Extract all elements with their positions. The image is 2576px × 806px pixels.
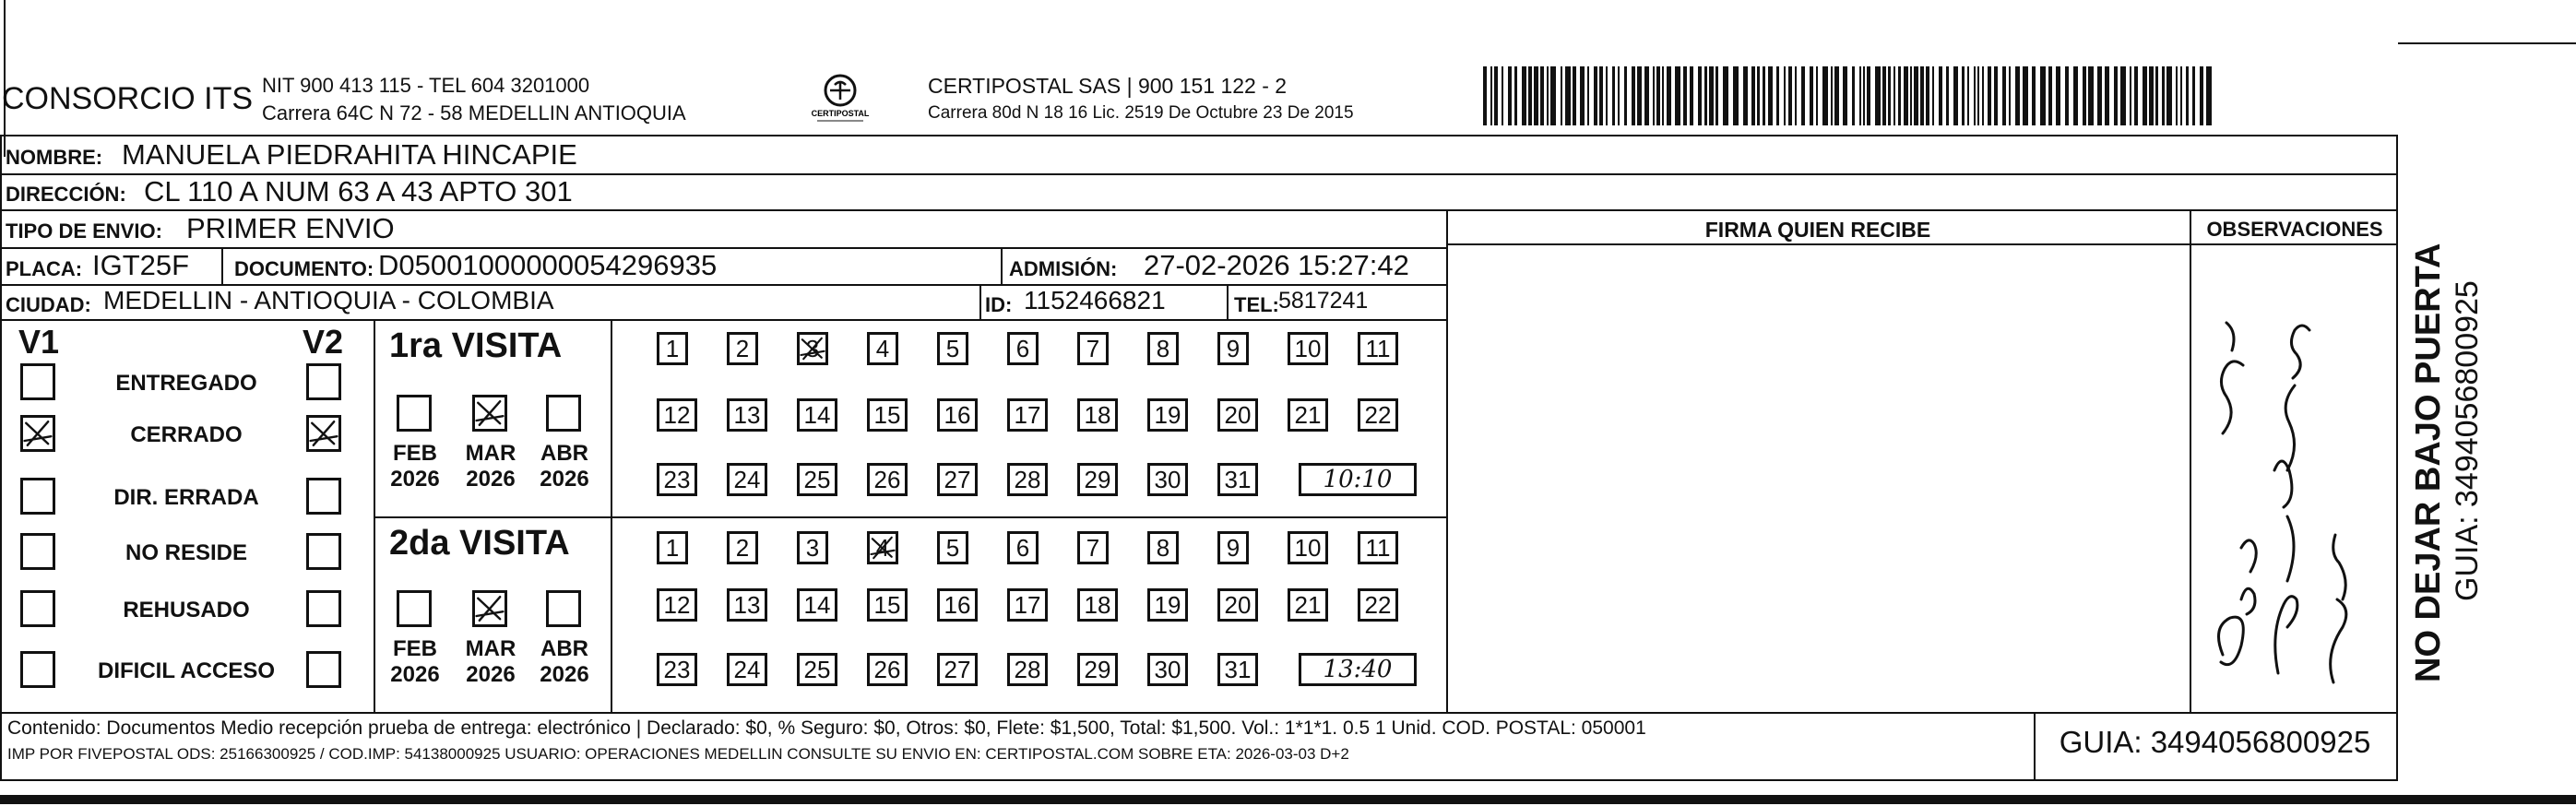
- v2-checkbox[interactable]: [306, 363, 341, 400]
- v1-checkbox[interactable]: [20, 651, 55, 688]
- barcode-bar: [1618, 66, 1620, 125]
- rule-admision-split: [1001, 247, 1003, 284]
- month-name: FEB: [393, 636, 437, 661]
- barcode-bar: [2048, 66, 2052, 125]
- month-year: 2026: [540, 467, 589, 492]
- month-checkbox[interactable]: [397, 395, 432, 432]
- company-nit: NIT 900 413 115 - TEL 604 3201000: [262, 74, 590, 97]
- barcode-bar: [1698, 66, 1702, 125]
- barcode-bar: [1606, 66, 1608, 125]
- day-box[interactable]: 12: [657, 398, 697, 432]
- barcode-bar: [1494, 66, 1498, 125]
- v1-checkbox[interactable]: [20, 363, 55, 400]
- admision-label: ADMISIÓN:: [1009, 257, 1118, 280]
- tel-value: 5817241: [1278, 288, 1369, 314]
- barcode-bar: [1994, 66, 1998, 125]
- barcode-bar: [1612, 66, 1615, 125]
- rule-tel-split: [1227, 284, 1229, 319]
- month-label: [387, 636, 443, 688]
- footer-guia: GUIA: 3494056800925: [2059, 725, 2371, 759]
- day-box[interactable]: 26: [867, 463, 908, 496]
- barcode-bar: [1953, 66, 1958, 125]
- month-checkbox[interactable]: [472, 590, 507, 627]
- bottom-rule: [0, 795, 2576, 804]
- day-box[interactable]: 13: [727, 398, 767, 432]
- day-box[interactable]: 23: [657, 653, 697, 686]
- footer-imp: IMP POR FIVEPOSTAL ODS: 25166300925 / COD.IMP: 54138000925 USUARIO: OPERACIONES MEDELLIN CONSULTE SU ENVIO EN: CERTIPOSTAL.COM SOBRE ETA: 2026-03-03 D+2: [7, 745, 1349, 763]
- barcode-bar: [2155, 66, 2158, 125]
- barcode-bar: [2130, 66, 2131, 125]
- barcode-bar: [2083, 66, 2086, 125]
- day-box[interactable]: 16: [937, 398, 978, 432]
- check-mark-icon: [23, 418, 53, 449]
- barcode-bar: [1723, 66, 1728, 125]
- barcode-bar: [1946, 66, 1949, 125]
- barcode-bar: [1565, 66, 1571, 125]
- barcode-bar: [2065, 66, 2069, 125]
- barcode-bar: [2192, 66, 2195, 125]
- barcode-bar: [2073, 66, 2078, 125]
- barcode-bar: [2015, 66, 2020, 125]
- side-guia-text: GUIA: 3494056800925: [2450, 280, 2485, 601]
- status-label: NO RESIDE: [125, 540, 248, 565]
- barcode-bar: [1690, 66, 1693, 125]
- courier-address: Carrera 80d N 18 16 Lic. 2519 De Octubre 23 De 2015: [928, 103, 1354, 123]
- barcode-bar: [1709, 66, 1714, 125]
- barcode-bar: [1904, 66, 1908, 125]
- v1-label: V1: [18, 323, 60, 361]
- status-label: REHUSADO: [123, 598, 250, 622]
- visit1-title: 1ra VISITA: [389, 326, 563, 365]
- barcode-bar: [1632, 66, 1635, 125]
- id-value: 1152466821: [1024, 286, 1166, 314]
- day-box[interactable]: 29: [1077, 653, 1118, 686]
- status-label: DIFICIL ACCESO: [97, 658, 275, 683]
- barcode-bar: [1920, 66, 1924, 125]
- v2-checkbox[interactable]: [306, 590, 341, 627]
- barcode-bar: [2180, 66, 2182, 125]
- month-year: 2026: [466, 662, 516, 687]
- barcode-bar: [1514, 66, 1517, 125]
- direccion-value: CL 110 A NUM 63 A 43 APTO 301: [144, 175, 573, 207]
- barcode-bar: [1757, 66, 1760, 125]
- month-label: [463, 636, 518, 688]
- footer-content: Contenido: Documentos Medio recepción prueba de entrega: electrónico | Declarado: $0, % Seguro: $0, Otros: $0, Flete: $1,500, Total: $1,500. Vol.: 1*1*1. 0.5 1 Unid. COD. POSTAL: 050001: [7, 717, 1646, 739]
- v2-checkbox[interactable]: [306, 478, 341, 515]
- barcode-bar: [1962, 66, 1965, 125]
- v1-checkbox[interactable]: [20, 590, 55, 627]
- month-year: 2026: [390, 662, 440, 687]
- day-box[interactable]: 8: [1147, 332, 1179, 365]
- day-box[interactable]: 14: [797, 398, 837, 432]
- day-box[interactable]: 21: [1288, 398, 1328, 432]
- barcode-bar: [1656, 66, 1660, 125]
- month-year: 2026: [390, 467, 440, 492]
- barcode-bar: [1974, 66, 1976, 125]
- day-box[interactable]: 6: [1007, 332, 1039, 365]
- day-box[interactable]: 23: [657, 463, 697, 496]
- barcode-bar: [1550, 66, 1556, 125]
- company-name: CONSORCIO ITS: [2, 81, 254, 116]
- rule-status-right: [374, 319, 375, 713]
- v2-checkbox[interactable]: [306, 651, 341, 688]
- day-box[interactable]: 4: [867, 531, 898, 564]
- barcode-bar: [2200, 66, 2203, 125]
- placa-value: IGT25F: [92, 249, 190, 281]
- barcode-bar: [1898, 66, 1901, 125]
- day-box[interactable]: 22: [1358, 398, 1398, 432]
- id-label: ID:: [985, 293, 1013, 316]
- day-box[interactable]: 25: [797, 463, 837, 496]
- barcode-bar: [1843, 66, 1847, 125]
- month-label: [463, 441, 518, 492]
- observaciones-handwriting: [2195, 249, 2392, 710]
- v1-checkbox[interactable]: [20, 415, 55, 452]
- barcode-bar: [1810, 66, 1813, 125]
- day-box[interactable]: 14: [797, 588, 837, 622]
- barcode-bar: [1483, 66, 1487, 125]
- admision-value: 27-02-2026 15:27:42: [1144, 249, 1409, 281]
- direccion-label: DIRECCIÓN:: [6, 183, 126, 206]
- day-box[interactable]: 9: [1217, 332, 1249, 365]
- barcode-bar: [1816, 66, 1818, 125]
- status-label: DIR. ERRADA: [113, 485, 259, 510]
- barcode-bar: [1893, 66, 1895, 125]
- status-label: ENTREGADO: [115, 371, 257, 396]
- day-box[interactable]: 24: [727, 463, 767, 496]
- barcode-bar: [1875, 66, 1881, 125]
- month-year: 2026: [540, 662, 589, 687]
- day-box[interactable]: 5: [937, 531, 968, 564]
- barcode-bar: [1540, 66, 1544, 125]
- day-box[interactable]: 30: [1147, 653, 1188, 686]
- rule-placa-split: [221, 247, 223, 284]
- check-mark-icon: [800, 335, 825, 362]
- placa-label: PLACA:: [6, 257, 83, 280]
- barcode-bar: [2162, 66, 2165, 125]
- rule-months-right: [611, 319, 612, 713]
- day-box[interactable]: 20: [1217, 398, 1258, 432]
- barcode-bars: [1483, 66, 2215, 125]
- barcode-bar: [2206, 66, 2212, 125]
- tipo-label: TIPO DE ENVIO:: [6, 219, 162, 243]
- barcode-bar: [1743, 66, 1748, 125]
- day-box[interactable]: 24: [727, 653, 767, 686]
- day-box[interactable]: 27: [937, 463, 978, 496]
- barcode-bar: [2023, 66, 2028, 125]
- documento-value: D05001000000054296935: [378, 249, 718, 281]
- ciudad-label: CIUDAD:: [6, 293, 91, 316]
- day-box[interactable]: 10: [1288, 531, 1328, 564]
- barcode-bar: [1939, 66, 1942, 125]
- day-box[interactable]: 1: [657, 531, 688, 564]
- barcode-bar: [1715, 66, 1718, 125]
- v1-checkbox[interactable]: [20, 533, 55, 570]
- barcode-bar: [1982, 66, 1984, 125]
- barcode-bar: [1624, 66, 1627, 125]
- barcode-bar: [1926, 66, 1929, 125]
- day-box[interactable]: 25: [797, 653, 837, 686]
- day-box[interactable]: 11: [1358, 332, 1398, 365]
- rule-id-split: [979, 284, 981, 319]
- barcode-bar: [1852, 66, 1855, 125]
- barcode-bar: [2002, 66, 2006, 125]
- barcode-bar: [1587, 66, 1589, 125]
- day-box[interactable]: 4: [867, 332, 898, 365]
- barcode-bar: [1662, 66, 1664, 125]
- day-box[interactable]: 1: [657, 332, 688, 365]
- barcode-bar: [1528, 66, 1532, 125]
- day-box[interactable]: 11: [1358, 531, 1398, 564]
- barcode-bar: [1776, 66, 1779, 125]
- check-mark-icon: [309, 418, 338, 449]
- barcode-bar: [1859, 66, 1861, 125]
- barcode-bar: [1882, 66, 1886, 125]
- day-box[interactable]: 8: [1147, 531, 1179, 564]
- barcode-bar: [1522, 66, 1526, 125]
- day-box[interactable]: 12: [657, 588, 697, 622]
- barcode-bar: [1831, 66, 1833, 125]
- check-mark-icon: [475, 593, 505, 624]
- barcode-bar: [1977, 66, 1979, 125]
- barcode-bar: [1667, 66, 1671, 125]
- barcode-bar: [1573, 66, 1576, 125]
- day-box[interactable]: 15: [867, 398, 908, 432]
- side-guia: [2450, 214, 2487, 601]
- day-box[interactable]: 17: [1007, 588, 1048, 622]
- rule-firma-header: [1446, 243, 2398, 245]
- day-box[interactable]: 6: [1007, 531, 1039, 564]
- day-box[interactable]: 19: [1147, 398, 1188, 432]
- courier-nit: CERTIPOSTAL SAS | 900 151 122 - 2: [928, 74, 1288, 98]
- barcode-bar: [1637, 66, 1642, 125]
- check-mark-icon: [870, 534, 896, 562]
- barcode-bar: [1822, 66, 1828, 125]
- certipostal-logo-icon: [810, 70, 871, 125]
- month-name: MAR: [465, 636, 516, 661]
- month-name: MAR: [465, 441, 516, 466]
- day-box[interactable]: 2: [727, 531, 758, 564]
- barcode-bar: [1910, 66, 1912, 125]
- v2-checkbox[interactable]: [306, 533, 341, 570]
- barcode-bar: [1988, 66, 1991, 125]
- barcode-bar: [2056, 66, 2060, 125]
- barcode-bar: [1534, 66, 1538, 125]
- month-checkbox[interactable]: [397, 590, 432, 627]
- barcode-bar: [2040, 66, 2046, 125]
- barcode-bar: [1932, 66, 1934, 125]
- barcode-bar: [2097, 66, 2102, 125]
- day-box[interactable]: 18: [1077, 588, 1118, 622]
- barcode-bar: [1795, 66, 1797, 125]
- rule-right: [2396, 135, 2398, 780]
- barcode-bar: [1967, 66, 1969, 125]
- barcode-bar: [2088, 66, 2094, 125]
- month-name: ABR: [540, 441, 588, 466]
- check-mark-icon: [475, 397, 505, 429]
- ciudad-value: MEDELLIN - ANTIOQUIA - COLOMBIA: [103, 286, 554, 314]
- day-box[interactable]: 26: [867, 653, 908, 686]
- barcode-bar: [2009, 66, 2011, 125]
- day-box[interactable]: 2: [727, 332, 758, 365]
- visit2-title: 2da VISITA: [389, 524, 570, 563]
- day-box[interactable]: 31: [1217, 653, 1258, 686]
- side-warning-text: NO DEJAR BAJO PUERTA: [2409, 243, 2448, 682]
- day-box[interactable]: 19: [1147, 588, 1188, 622]
- day-box[interactable]: 17: [1007, 398, 1048, 432]
- barcode-bar: [2032, 66, 2036, 125]
- barcode-bar: [2105, 66, 2109, 125]
- month-name: ABR: [540, 636, 588, 661]
- barcode-bar: [1867, 66, 1870, 125]
- firma-label: FIRMA QUIEN RECIBE: [1704, 218, 1931, 242]
- nombre-value: MANUELA PIEDRAHITA HINCAPIE: [122, 138, 577, 171]
- barcode-bar: [2143, 66, 2147, 125]
- day-box[interactable]: 28: [1007, 463, 1048, 496]
- day-box[interactable]: 28: [1007, 653, 1048, 686]
- top-right-rule: [2398, 42, 2576, 44]
- left-edge: [4, 0, 6, 157]
- day-box[interactable]: 16: [937, 588, 978, 622]
- rule-obs-left: [2190, 209, 2191, 714]
- month-checkbox[interactable]: [546, 590, 581, 627]
- barcode-bar: [1580, 66, 1585, 125]
- observaciones-label: OBSERVACIONES: [2206, 218, 2383, 241]
- barcode-bar: [2134, 66, 2138, 125]
- month-name: FEB: [393, 441, 437, 466]
- barcode-bar: [1644, 66, 1649, 125]
- company-address: Carrera 64C N 72 - 58 MEDELLIN ANTIOQUIA: [262, 101, 686, 124]
- barcode-bar: [2166, 66, 2172, 125]
- day-box[interactable]: 13: [727, 588, 767, 622]
- barcode-bar: [1653, 66, 1655, 125]
- day-box[interactable]: 9: [1217, 531, 1249, 564]
- barcode-bar: [1834, 66, 1839, 125]
- month-label: [537, 636, 592, 688]
- barcode-bar: [2114, 66, 2118, 125]
- day-box[interactable]: 21: [1288, 588, 1328, 622]
- rule-top: [0, 135, 2398, 136]
- visit-time[interactable]: 10:10: [1299, 463, 1417, 496]
- day-box[interactable]: 3: [797, 531, 828, 564]
- day-box[interactable]: 10: [1288, 332, 1328, 365]
- barcode-bar: [1594, 66, 1597, 125]
- day-box[interactable]: 22: [1358, 588, 1398, 622]
- barcode-bar: [2186, 66, 2189, 125]
- barcode-bar: [1599, 66, 1603, 125]
- rule-firma-left: [1446, 209, 1448, 714]
- barcode-bar: [1683, 66, 1687, 125]
- barcode-bar: [1561, 66, 1562, 125]
- rule-visit-split: [374, 516, 1446, 518]
- barcode-bar: [1763, 66, 1765, 125]
- barcode-bar: [1490, 66, 1492, 125]
- day-box[interactable]: 5: [937, 332, 968, 365]
- barcode-bar: [1733, 66, 1739, 125]
- day-box[interactable]: 15: [867, 588, 908, 622]
- day-box[interactable]: 31: [1217, 463, 1258, 496]
- barcode-bar: [1768, 66, 1773, 125]
- rule-left: [0, 135, 2, 780]
- certipostal-logo: [810, 70, 871, 125]
- barcode-bar: [1788, 66, 1792, 125]
- barcode-bar: [1502, 66, 1503, 125]
- svg-text:CERTIPOSTAL: CERTIPOSTAL: [811, 109, 870, 118]
- month-label: [537, 441, 592, 492]
- barcode: [1483, 66, 2215, 125]
- day-box[interactable]: 30: [1147, 463, 1188, 496]
- status-label: CERRADO: [130, 422, 243, 447]
- day-box[interactable]: 29: [1077, 463, 1118, 496]
- day-box[interactable]: 20: [1217, 588, 1258, 622]
- day-box[interactable]: 18: [1077, 398, 1118, 432]
- day-box[interactable]: 7: [1077, 332, 1109, 365]
- barcode-bar: [1914, 66, 1918, 125]
- barcode-bar: [1751, 66, 1755, 125]
- side-warning: [2409, 166, 2450, 682]
- barcode-bar: [1801, 66, 1805, 125]
- rule-ciudad: [0, 319, 1446, 321]
- visit-time[interactable]: 13:40: [1299, 653, 1417, 686]
- barcode-bar: [1863, 66, 1865, 125]
- barcode-bar: [2149, 66, 2154, 125]
- day-box[interactable]: 3: [797, 332, 828, 365]
- barcode-bar: [1675, 66, 1680, 125]
- rule-bottom: [0, 779, 2398, 781]
- rule-footer: [0, 712, 2398, 714]
- month-year: 2026: [466, 467, 516, 492]
- nombre-label: NOMBRE:: [6, 146, 103, 169]
- barcode-bar: [2120, 66, 2126, 125]
- documento-label: DOCUMENTO:: [234, 257, 374, 280]
- barcode-bar: [1888, 66, 1891, 125]
- barcode-bar: [1784, 66, 1786, 125]
- barcode-bar: [1508, 66, 1512, 125]
- day-box[interactable]: 27: [937, 653, 978, 686]
- month-label: [387, 441, 443, 492]
- tel-label: TEL:: [1234, 293, 1279, 316]
- day-box[interactable]: 7: [1077, 531, 1109, 564]
- barcode-bar: [2176, 66, 2178, 125]
- barcode-bar: [1547, 66, 1549, 125]
- v1-checkbox[interactable]: [20, 478, 55, 515]
- tipo-value: PRIMER ENVIO: [186, 212, 395, 244]
- month-checkbox[interactable]: [472, 395, 507, 432]
- month-checkbox[interactable]: [546, 395, 581, 432]
- v2-label: V2: [303, 323, 344, 361]
- barcode-bar: [1704, 66, 1707, 125]
- rule-direccion: [0, 209, 2398, 211]
- v2-checkbox[interactable]: [306, 415, 341, 452]
